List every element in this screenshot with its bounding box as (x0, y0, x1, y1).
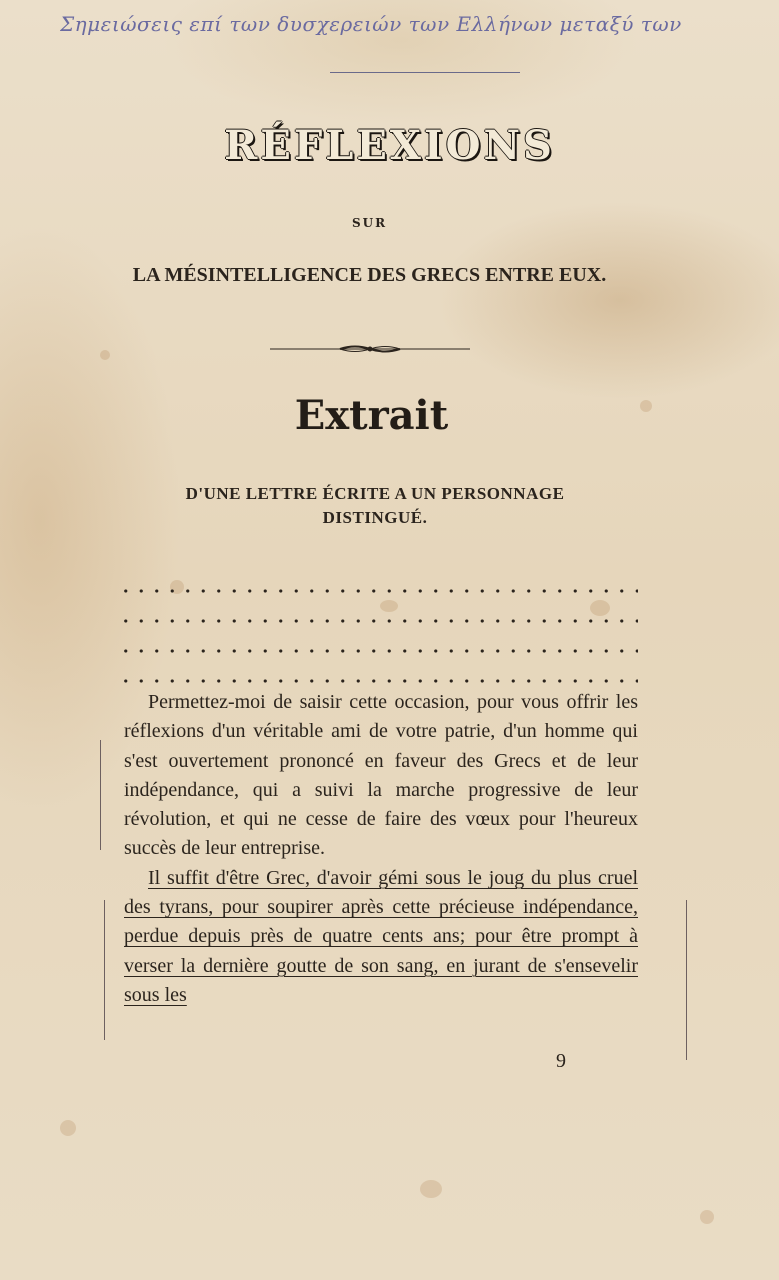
page-title: RÉFLEXIONS (224, 122, 555, 169)
body-text (124, 688, 638, 1010)
handwritten-rule (330, 72, 520, 73)
paragraph: Permettez-moi de saisir cette occasion, pour vous offrir les réflexions d'un véritable ami de votre patrie, d'un homme qui s'est ouvertement prononcé en faveur des Grecs et de leur indépendance, qui a suivi la marche progressive de leur révolution, et qui ne cesse de faire des vœux pour l'heureux succès de leur entreprise. (124, 691, 638, 860)
sur-label: SUR (351, 216, 388, 230)
margin-mark (100, 740, 101, 850)
paper-stain (700, 1210, 714, 1224)
letter-heading (140, 482, 610, 530)
letter-heading-line: D'UNE LETTRE ÉCRITE A UN PERSONNAGE (185, 484, 565, 503)
margin-mark (104, 900, 105, 1040)
paper-stain (420, 1180, 442, 1198)
underlined-paragraph: Il suffit d'être Grec, d'avoir gémi sous le joug du plus cruel des tyrans, pour soupirer après cette précieuse indépendance, perdue depuis près de quatre cents ans; pour être prompt à verser la dernière goutte de son sang, en jurant de s'ensevelir sous les (124, 866, 638, 1006)
paper-stain (100, 350, 110, 360)
page-number: 9 (556, 1050, 566, 1072)
paper-stain (380, 600, 398, 612)
handwritten-annotation: Σημειώσεις επί των δυσχερειών των Ελλήνων μεταξύ των (60, 12, 682, 36)
extrait-heading: Extrait (294, 392, 449, 439)
ellipsis-dots-row (118, 616, 638, 626)
ellipsis-dots-row (118, 586, 638, 596)
page-subtitle: LA MÉSINTELLIGENCE DES GRECS ENTRE EUX. (132, 264, 607, 286)
ellipsis-dots-row (118, 646, 638, 656)
letter-heading-line: DISTINGUÉ. (322, 508, 428, 527)
margin-mark (686, 900, 687, 1060)
paper-stain (60, 1120, 76, 1136)
ellipsis-dots-row (118, 676, 638, 686)
ornament-divider (270, 342, 470, 356)
paper-stain (590, 600, 610, 616)
